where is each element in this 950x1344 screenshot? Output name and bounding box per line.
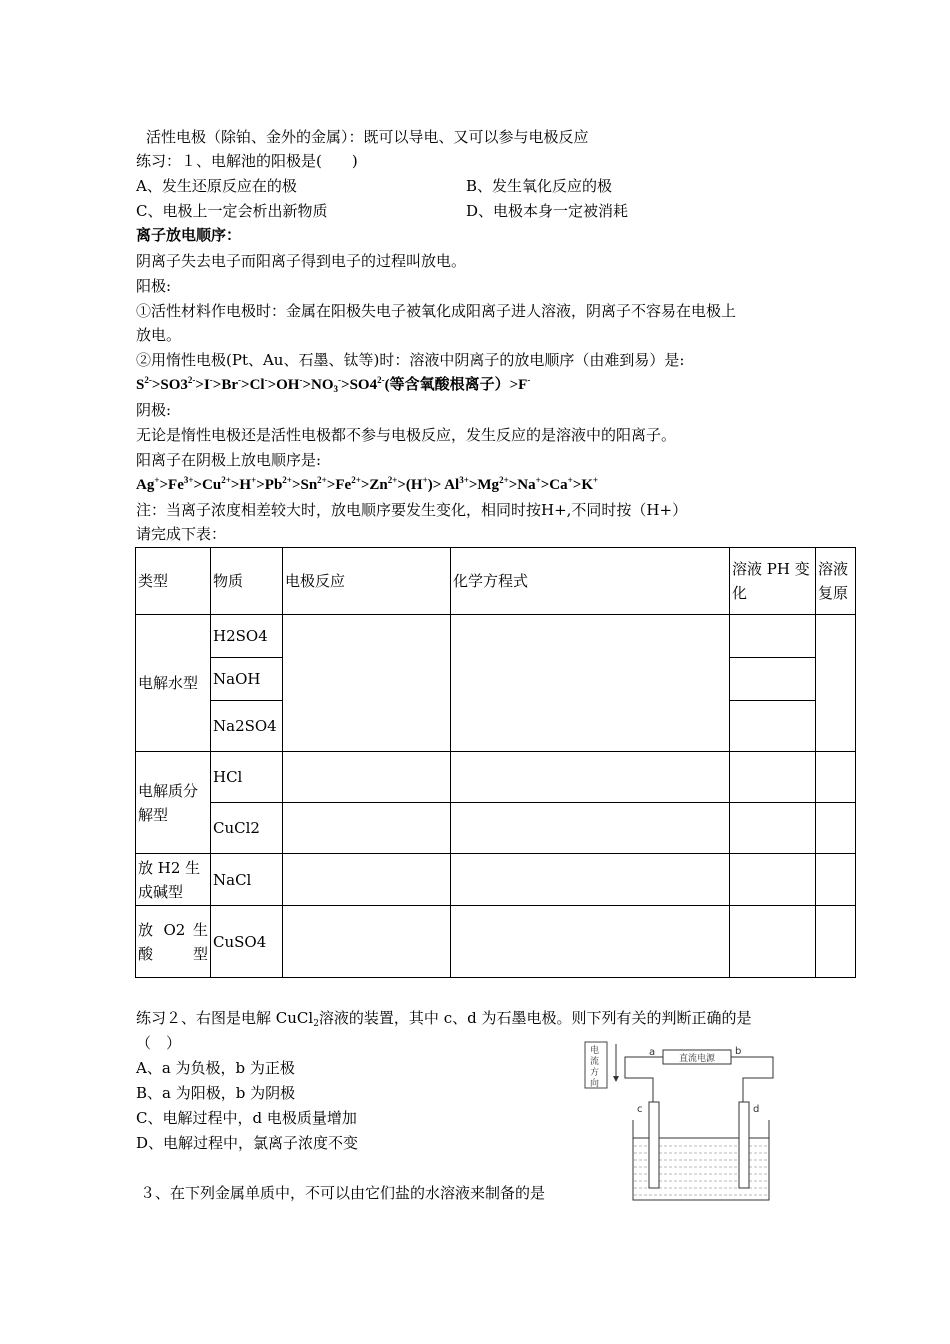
active-electrode-text: 活性电极（除铂、金外的金属）：既可以导电、又可以参与电极反应: [146, 128, 589, 146]
type-cell: 放 O2 生酸型: [136, 906, 211, 978]
table-header-row: [136, 548, 856, 615]
substance-cell: NaOH: [211, 658, 282, 701]
header-type: 类型: [136, 548, 211, 615]
substance-cell: H2SO4: [211, 615, 282, 658]
exercise2-option-b: B、a 为阳极，b 为阴极: [136, 1084, 296, 1102]
restore-cell[interactable]: [816, 752, 856, 803]
anion-discharge-order: $S^{2-}>SO3^{2-}>I^->Br^->Cl^->OH^->NO_3^->SO4^{2-}$(等含氧酸根离子）>F-: [136, 375, 531, 394]
label-d: d: [753, 1104, 760, 1115]
wire-a: [625, 1057, 663, 1102]
anode-rule-1b: 放电。: [136, 326, 182, 344]
anode-label: 阳极:: [136, 277, 172, 295]
electrolysis-apparatus-diagram: [583, 1040, 788, 1205]
table-row: [136, 752, 856, 803]
equation-cell[interactable]: [451, 803, 730, 854]
restore-cell[interactable]: [816, 906, 856, 978]
current-arrow-head: [613, 1076, 619, 1082]
ph-change-cell[interactable]: [730, 803, 816, 854]
electrode-reaction-cell[interactable]: [283, 906, 451, 978]
ph-change-cell[interactable]: [730, 854, 816, 906]
table-row: [136, 906, 856, 978]
header-substance: 物质: [211, 548, 283, 615]
electrode-c: [649, 1102, 659, 1188]
cation-discharge-order: $Ag^+>Fe^{3+}>Cu^{2+}>H^+>Pb^{2+}>Sn^{2+}>Fe^{2+}>Zn^{2+}>(H^+)> Al^{3+}>Mg^{2+}>Na^+>Ca^+>K^+$: [136, 475, 599, 493]
substance-cell: HCl: [211, 752, 283, 803]
exercise2-option-a: A、a 为负极，b 为正极: [136, 1059, 295, 1077]
anode-rule-1a: ①活性材料作电极时：金属在阳极失电子被氧化成阳离子进人溶液，阴离子不容易在电极上: [136, 302, 737, 320]
equation-cell[interactable]: [451, 615, 730, 752]
substance-cell-group: [211, 615, 283, 752]
ph-change-cell-group: [730, 615, 816, 752]
header-ph-change: 溶液 PH 变化: [730, 548, 816, 615]
type-cell: 电解水型: [136, 615, 211, 752]
ph-change-cell[interactable]: [730, 701, 815, 751]
header-electrode-reaction: 电极反应: [283, 548, 451, 615]
substance-cell: CuSO4: [211, 906, 283, 978]
ph-change-cell[interactable]: [730, 615, 815, 658]
current-label-char-2: 流: [590, 1057, 600, 1067]
exercise1-option-c: C、电极上一定会析出新物质: [136, 202, 328, 220]
exercise1-question: 练习：１、电解池的阳极是( ): [136, 152, 358, 170]
power-supply-label: 直流电源: [678, 1054, 716, 1064]
electrode-d: [739, 1102, 749, 1188]
cathode-rule-2: 阳离子在阴极上放电顺序是:: [136, 451, 322, 469]
restore-cell[interactable]: [816, 615, 856, 752]
table-row: [136, 615, 856, 752]
label-b: b: [735, 1046, 742, 1057]
electrolysis-table: [135, 547, 856, 978]
substance-cell: NaCl: [211, 854, 283, 906]
exercise1-option-d: D、电极本身一定被消耗: [466, 202, 629, 220]
restore-cell[interactable]: [816, 803, 856, 854]
exercise2-option-c: C、电解过程中，d 电极质量增加: [136, 1109, 357, 1127]
table-prompt: 请完成下表：: [136, 525, 227, 543]
discharge-definition: 阴离子失去电子而阳离子得到电子的过程叫放电。: [136, 252, 467, 270]
table-row: [136, 803, 856, 854]
current-label-char-1: 电: [590, 1046, 600, 1056]
exercise1-option-a: A、发生还原反应在的极: [136, 177, 297, 195]
equation-cell[interactable]: [451, 854, 730, 906]
discharge-heading: 离子放电顺序：: [136, 228, 242, 244]
exercise2-question: 练习２、右图是电解 CuCl$_2$溶液的装置，其中 c、d 为石墨电极。则下列有关的判断正确的是: [136, 1009, 752, 1029]
restore-cell[interactable]: [816, 854, 856, 906]
cathode-label: 阴极:: [136, 401, 172, 419]
exercise2-option-d: D、电解过程中，氯离子浓度不变: [136, 1134, 359, 1152]
current-label-char-4: 向: [590, 1079, 600, 1089]
electrode-reaction-cell[interactable]: [283, 752, 451, 803]
label-a: a: [649, 1047, 656, 1058]
electrode-reaction-cell[interactable]: [283, 803, 451, 854]
equation-cell[interactable]: [451, 906, 730, 978]
exercise2-blank: （ ）: [136, 1034, 182, 1052]
current-label-char-3: 方: [590, 1068, 600, 1078]
type-cell: 电解质分解型: [136, 752, 211, 854]
electrode-reaction-cell[interactable]: [283, 615, 451, 752]
type-cell: 放 H2 生成碱型: [136, 854, 211, 906]
discharge-note: 注：当离子浓度相差较大时，放电顺序要发生变化，相同时按H+,不同时按（H+）: [136, 501, 688, 519]
header-equation: 化学方程式: [451, 548, 730, 615]
ph-change-cell[interactable]: [730, 752, 816, 803]
substance-cell: CuCl2: [211, 803, 283, 854]
equation-cell[interactable]: [451, 752, 730, 803]
cathode-rule-1: 无论是惰性电极还是活性电极都不参与电极反应，发生反应的是溶液中的阳离子。: [136, 426, 677, 444]
exercise3-question: ３、在下列金属单质中，不可以由它们盐的水溶液来制备的是: [140, 1184, 546, 1202]
exercise1-option-b: B、发生氧化反应的极: [466, 177, 613, 195]
label-c: c: [637, 1104, 643, 1115]
ph-change-cell[interactable]: [730, 658, 815, 701]
electrode-reaction-cell[interactable]: [283, 854, 451, 906]
table-row: [136, 854, 856, 906]
substance-cell: Na2SO4: [213, 717, 277, 735]
wire-b: [731, 1057, 773, 1102]
ph-change-cell[interactable]: [730, 906, 816, 978]
header-restore: 溶液复原: [816, 548, 856, 615]
anode-rule-2: ②用惰性电极(Pt、Au、石墨、钛等)时：溶液中阴离子的放电顺序（由难到易）是:: [136, 351, 685, 369]
